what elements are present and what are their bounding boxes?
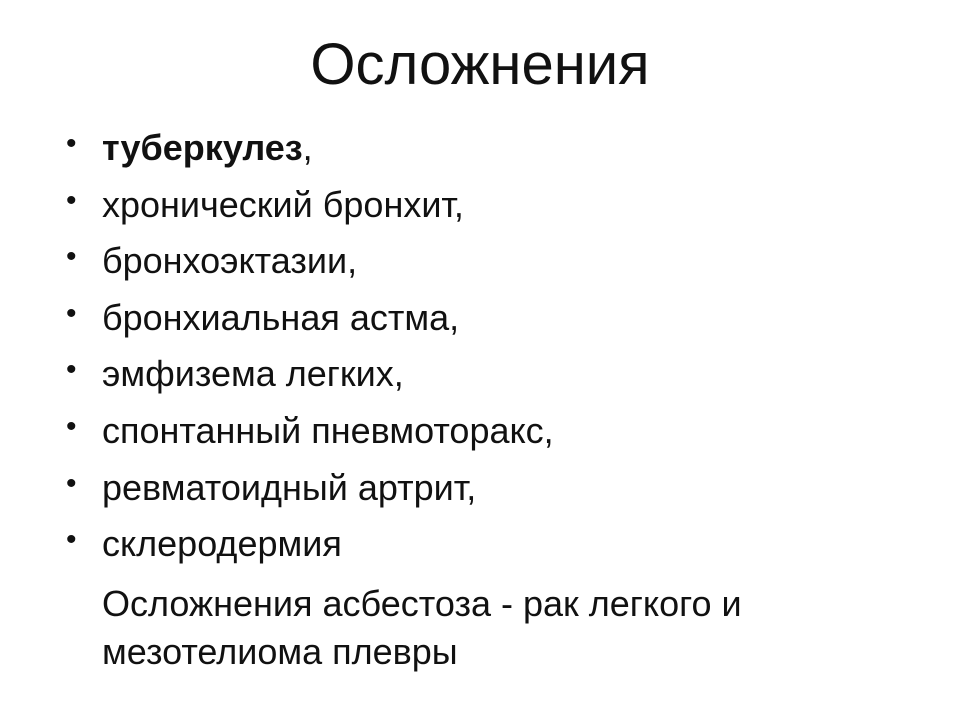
bullet-icon: •: [66, 296, 77, 330]
list-item: [62, 294, 922, 351]
note-line: мезотелиома плевры: [102, 630, 458, 672]
list-item: [62, 237, 922, 294]
list-item-text: бронхиальная астма,: [102, 296, 460, 338]
bullet-icon: •: [66, 523, 77, 557]
bullet-icon: •: [66, 409, 77, 443]
list-item: [62, 520, 922, 577]
complications-note: [62, 580, 922, 676]
list-item-bold-text: туберкулез: [102, 127, 303, 168]
list-item-text: бронхоэктазии,: [102, 240, 358, 282]
list-item-text: ревматоидный артрит,: [102, 466, 477, 508]
list-item: [62, 464, 922, 521]
list-item: [62, 124, 922, 181]
list-item: [62, 181, 922, 238]
note-line: Осложнения асбестоза - рак легкого и: [102, 582, 742, 624]
list-item-text: ,: [302, 127, 313, 168]
bullet-icon: •: [66, 353, 77, 387]
bullet-icon: •: [66, 127, 77, 160]
bullet-icon: •: [66, 183, 77, 217]
bullet-icon: •: [66, 466, 77, 500]
slide-title: Осложнения: [310, 32, 650, 97]
list-item: [62, 350, 922, 407]
bullet-list: [62, 124, 922, 676]
bullet-icon: •: [66, 240, 77, 274]
list-item: [62, 407, 922, 464]
list-item-text: хронический бронхит,: [102, 183, 464, 225]
list-item-text: эмфизема легких,: [102, 353, 404, 395]
list-item-text: спонтанный пневмоторакс,: [102, 409, 554, 451]
list-item-text: склеродермия: [102, 523, 342, 565]
